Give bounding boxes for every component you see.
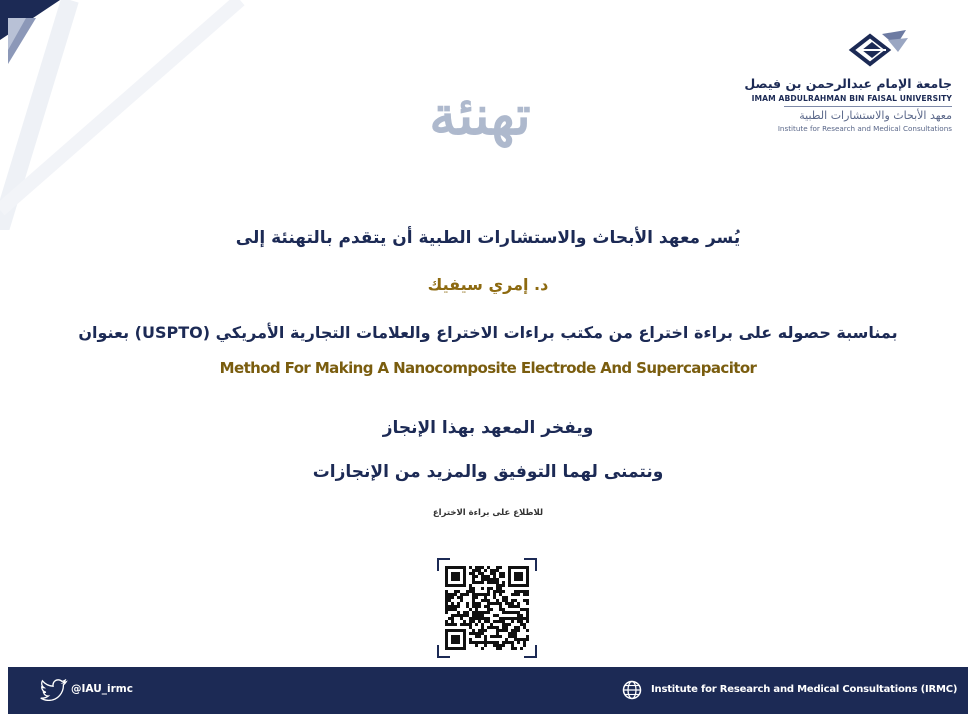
institute-arabic-name: معهد الأبحاث والاستشارات الطبية [799, 109, 952, 122]
university-english-name: IMAM ABDULRAHMAN BIN FAISAL UNIVERSITY [751, 94, 952, 103]
logo-divider [784, 106, 952, 107]
wishes-text: ونتمنى لهما التوفيق والمزيد من الإنجازات [312, 462, 664, 482]
pride-text: ويفخر المعهد بهذا الإنجاز [382, 418, 594, 438]
university-arabic-name: جامعة الإمام عبدالرحمن بن فيصل [744, 76, 952, 91]
intro-text: يُسر معهد الأبحاث والاستشارات الطبية أن يتقدم بالتهنئة إلى [235, 228, 741, 248]
globe-icon [622, 680, 642, 700]
patent-qr-code[interactable] [436, 557, 538, 659]
corner-decoration [0, 0, 300, 230]
recipient-name: د. إمري سيفيك [427, 275, 549, 294]
institute-english-name: Institute for Research and Medical Consultations [777, 124, 952, 133]
twitter-handle[interactable]: @IAU_irmc [71, 683, 133, 695]
congratulations-heading: تهنئة [429, 83, 531, 147]
qr-caption: للاطلاع على براءة الاختراع [432, 508, 544, 518]
institute-footer-name[interactable]: Institute for Research and Medical Consultations (IRMC) [651, 684, 958, 695]
twitter-bird-icon[interactable] [40, 679, 68, 701]
footer-bar [8, 667, 968, 714]
occasion-text: بمناسبة حصوله على براءة اختراع من مكتب براءات الاختراع والعلامات التجارية الأمريكي (USPTO) بعنوان [78, 323, 898, 342]
patent-title: Method For Making A Nanocomposite Electrode And Supercapacitor [219, 359, 757, 377]
iau-emblem-icon [848, 28, 910, 72]
